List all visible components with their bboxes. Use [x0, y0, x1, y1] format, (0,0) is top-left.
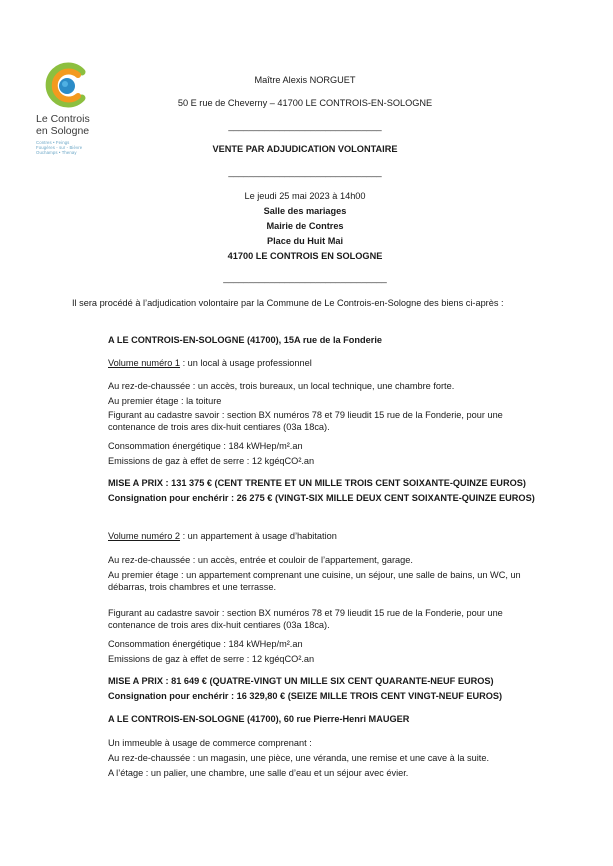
bid-deposit: Consignation pour enchérir : 16 329,80 € (SEIZE MILLE TROIS CENT VINGT-NEUF EUROS) — [108, 691, 503, 701]
separator: ______________________________ — [228, 167, 382, 177]
logo-tag: Ouchamps • Thenay — [36, 150, 77, 156]
cadastre-text: Figurant au cadastre savoir : section BX numéros 78 et 79 lieudit 15 rue de la Fonderie, pour une contenance de trois ares dix-huit centiares (03a 18ca). — [108, 608, 503, 631]
property-description: Un immeuble à usage de commerce comprenant : — [108, 738, 312, 748]
reserve-price: MISE A PRIX : 81 649 € (QUATRE-VINGT UN MILLE SIX CENT QUARANTE-NEUF EUROS) — [108, 676, 494, 686]
property-heading: A LE CONTROIS-EN-SOLOGNE (41700), 15A rue de la Fonderie — [108, 335, 382, 345]
lot-label: Volume numéro 2 — [108, 531, 181, 541]
ground-floor-text: Au rez-de-chaussée : un magasin, une pièce, une véranda, une remise et une cave à la suite. — [108, 753, 490, 763]
cadastre-text: Figurant au cadastre savoir : section BX numéros 78 et 79 lieudit 15 rue de la Fonderie, pour une contenance de trois ares dix-huit centiares (03a 18ca). — [108, 410, 503, 433]
logo-tag: Contres • Feings — [36, 140, 70, 145]
separator: ______________________________ — [228, 121, 382, 131]
logo-line-2: en Sologne — [36, 125, 90, 137]
ghg-text: Emissions de gaz à effet de serre : 12 kgéqCO².an — [108, 456, 315, 466]
logo-tag: Fougères - sur - Bièvre — [36, 145, 83, 151]
ghg-text: Emissions de gaz à effet de serre : 12 kgéqCO².an — [108, 654, 315, 664]
logo-tagline — [36, 140, 106, 156]
energy-text: Consommation énergétique : 184 kWHep/m².an — [108, 441, 303, 451]
reserve-price: MISE A PRIX : 131 375 € (CENT TRENTE ET UN MILLE TROIS CENT SOIXANTE-QUINZE EUROS) — [108, 478, 526, 488]
controis-logo-icon — [42, 60, 90, 110]
lot-label: Volume numéro 1 — [108, 358, 181, 368]
bid-deposit: Consignation pour enchérir : 26 275 € (VINGT-SIX MILLE DEUX CENT SOIXANTE-QUINZE EUROS) — [108, 493, 535, 503]
venue-line: Salle des mariages — [263, 206, 347, 216]
property-heading: A LE CONTROIS-EN-SOLOGNE (41700), 60 rue Pierre-Henri MAUGER — [108, 714, 410, 724]
notary-address: 50 E rue de Cheverny – 41700 LE CONTROIS-EN-SOLOGNE — [177, 98, 433, 108]
venue-line: Mairie de Contres — [266, 221, 344, 231]
lot-title — [108, 357, 312, 369]
ground-floor-text: Au rez-de-chaussée : un accès, entrée et couloir de l’appartement, garage. — [108, 555, 413, 565]
ground-floor-text: Au rez-de-chaussée : un accès, trois bureaux, un local technique, une chambre forte. — [108, 381, 455, 391]
notary-name: Maître Alexis NORGUET — [254, 75, 356, 85]
first-floor-text: Au premier étage : la toiture — [108, 396, 222, 406]
separator: ________________________________ — [223, 273, 387, 283]
logo-line-1: Le Controis — [36, 113, 90, 125]
venue-line: 41700 LE CONTROIS EN SOLOGNE — [227, 251, 383, 261]
venue-line: Place du Huit Mai — [266, 236, 344, 246]
lot-description: : un local à usage professionnel — [180, 358, 312, 368]
document-title: VENTE PAR ADJUDICATION VOLONTAIRE — [212, 144, 398, 154]
municipality-logo — [36, 60, 106, 156]
sale-date: Le jeudi 25 mai 2023 à 14h00 — [244, 191, 366, 201]
lot-title — [108, 530, 337, 542]
first-floor-text: Au premier étage : un appartement comprenant une cuisine, un séjour, une salle de bains, un WC, un débarras, trois chambres et une terrasse. — [108, 570, 521, 593]
intro-paragraph: Il sera procédé à l’adjudication volontaire par la Commune de Le Controis-en-Sologne des biens ci-après : — [72, 298, 504, 308]
upper-floor-text: A l’étage : un palier, une chambre, une salle d’eau et un séjour avec évier. — [108, 768, 409, 778]
lot-description: : un appartement à usage d’habitation — [180, 531, 337, 541]
energy-text: Consommation énergétique : 184 kWHep/m².an — [108, 639, 303, 649]
